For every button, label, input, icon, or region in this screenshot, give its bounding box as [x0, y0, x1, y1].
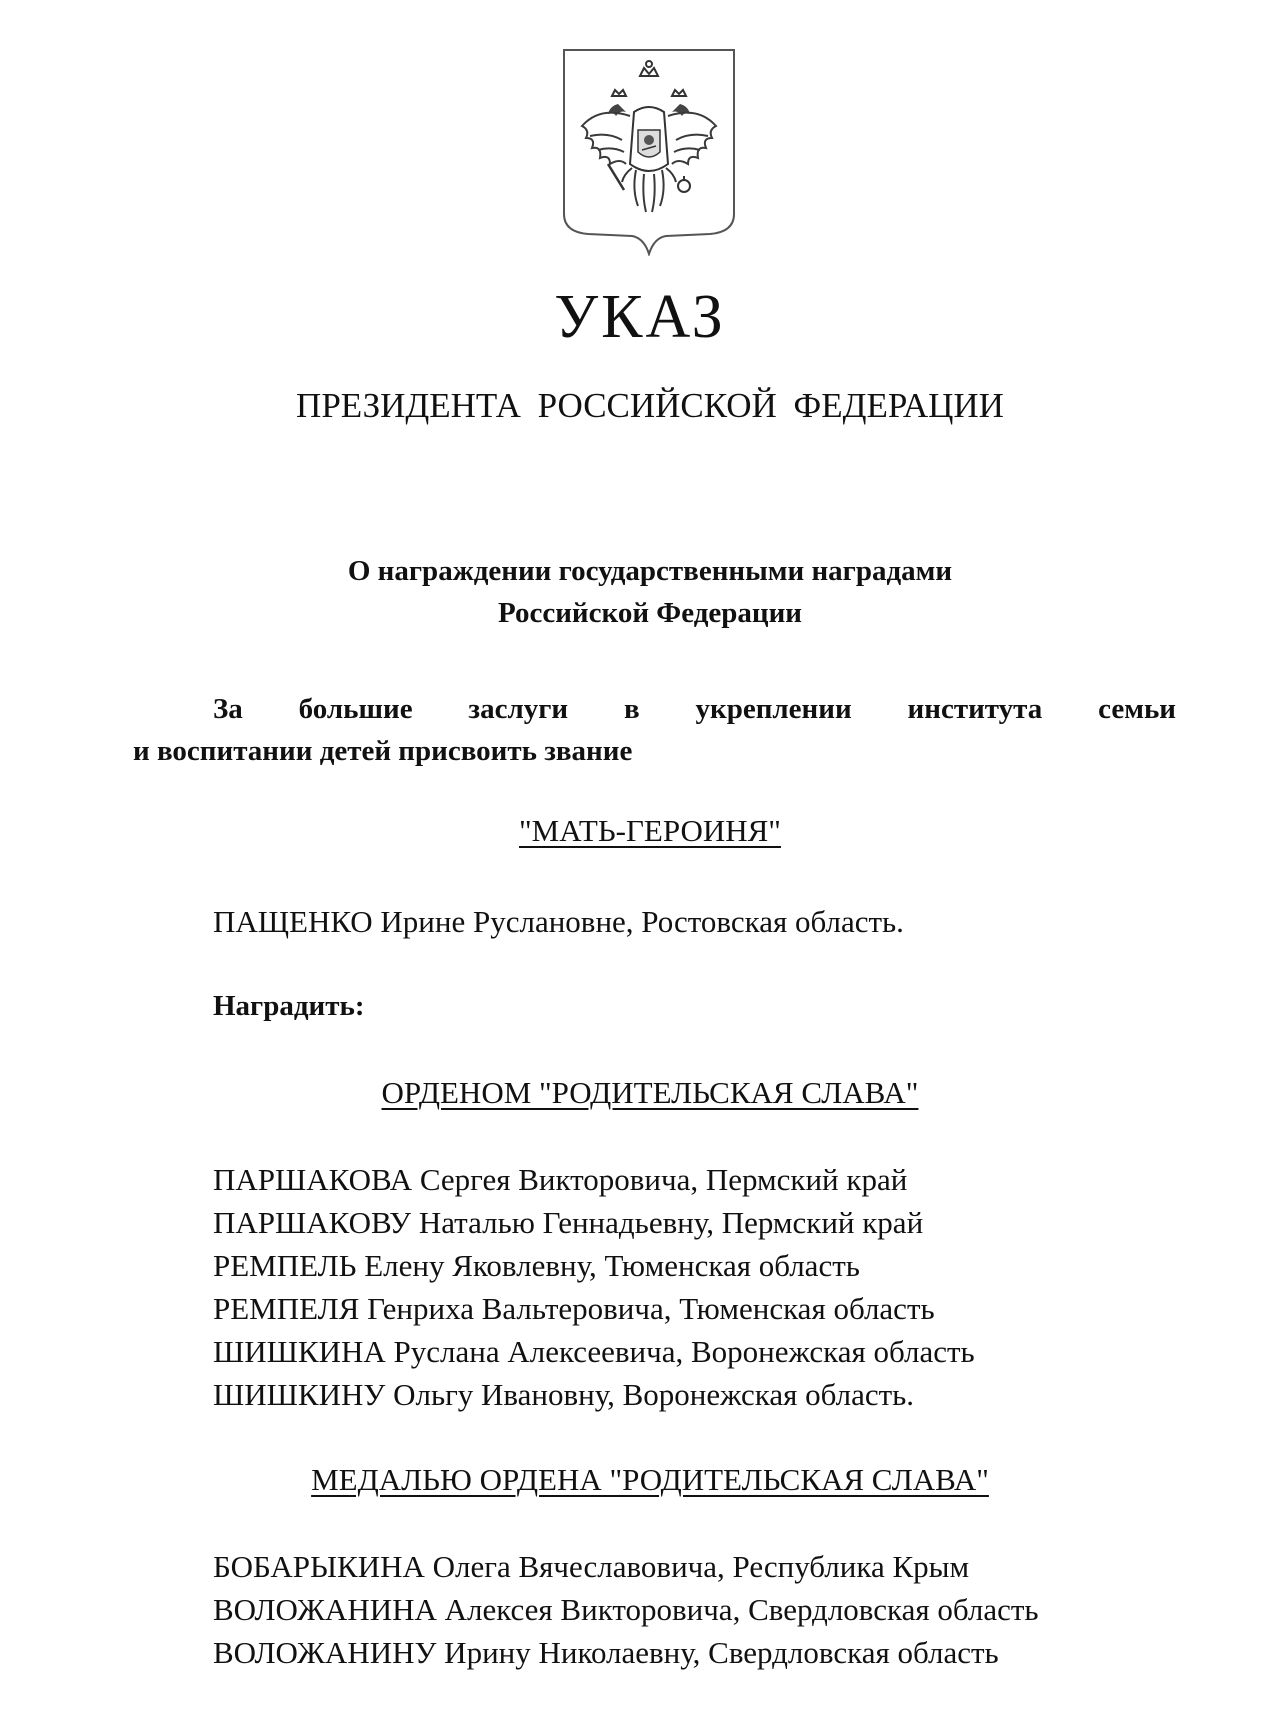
list-item: ВОЛОЖАНИНА Алексея Викторовича, Свердловская область [213, 1592, 1039, 1627]
list-item: РЕМПЕЛЬ Елену Яковлевну, Тюменская область [213, 1248, 860, 1283]
medal-recipients-list [213, 1545, 1039, 1674]
list-item: ПАРШАКОВА Сергея Викторовича, Пермский край [213, 1162, 908, 1197]
order-recipients-list [213, 1158, 975, 1416]
decree-title: УКАЗ [554, 283, 726, 351]
award-instruction: Наградить: [213, 990, 365, 1022]
coat-of-arms-icon [560, 46, 738, 256]
decree-subtitle: ПРЕЗИДЕНТА РОССИЙСКОЙ ФЕДЕРАЦИИ [296, 386, 1004, 425]
list-item: ВОЛОЖАНИНУ Ирину Николаевну, Свердловская область [213, 1635, 999, 1670]
intro-paragraph [133, 688, 1176, 772]
person-line: ПАЩЕНКО Ирине Руслановне, Ростовская область. [213, 904, 904, 939]
decree-heading [0, 550, 1280, 634]
award-title-text: ОРДЕНОМ "РОДИТЕЛЬСКАЯ СЛАВА" [381, 1075, 919, 1110]
list-item: ШИШКИНА Руслана Алексеевича, Воронежская область [213, 1334, 975, 1369]
list-item: ПАРШАКОВУ Наталью Геннадьевну, Пермский край [213, 1205, 924, 1240]
award-title-text: "МАТЬ-ГЕРОИНЯ" [519, 813, 781, 848]
intro-line-2: и воспитании детей присвоить звание [133, 735, 633, 767]
award-title-medal [0, 1464, 1280, 1495]
list-item: БОБАРЫКИНА Олега Вячеславовича, Республика Крым [213, 1549, 970, 1584]
award-title-order [0, 1077, 1280, 1108]
list-item: ШИШКИНУ Ольгу Ивановну, Воронежская область. [213, 1377, 915, 1412]
heading-line-2: Российской Федерации [497, 597, 802, 629]
heading-line-1: О награждении государственными наградами [347, 555, 953, 587]
list-item: РЕМПЕЛЯ Генриха Вальтеровича, Тюменская область [213, 1291, 935, 1326]
award-title-text: МЕДАЛЬЮ ОРДЕНА "РОДИТЕЛЬСКАЯ СЛАВА" [311, 1462, 989, 1497]
intro-line-1: За большие заслуги в укреплении института семьи [213, 693, 1176, 725]
award-title-mother-heroine [0, 815, 1280, 846]
